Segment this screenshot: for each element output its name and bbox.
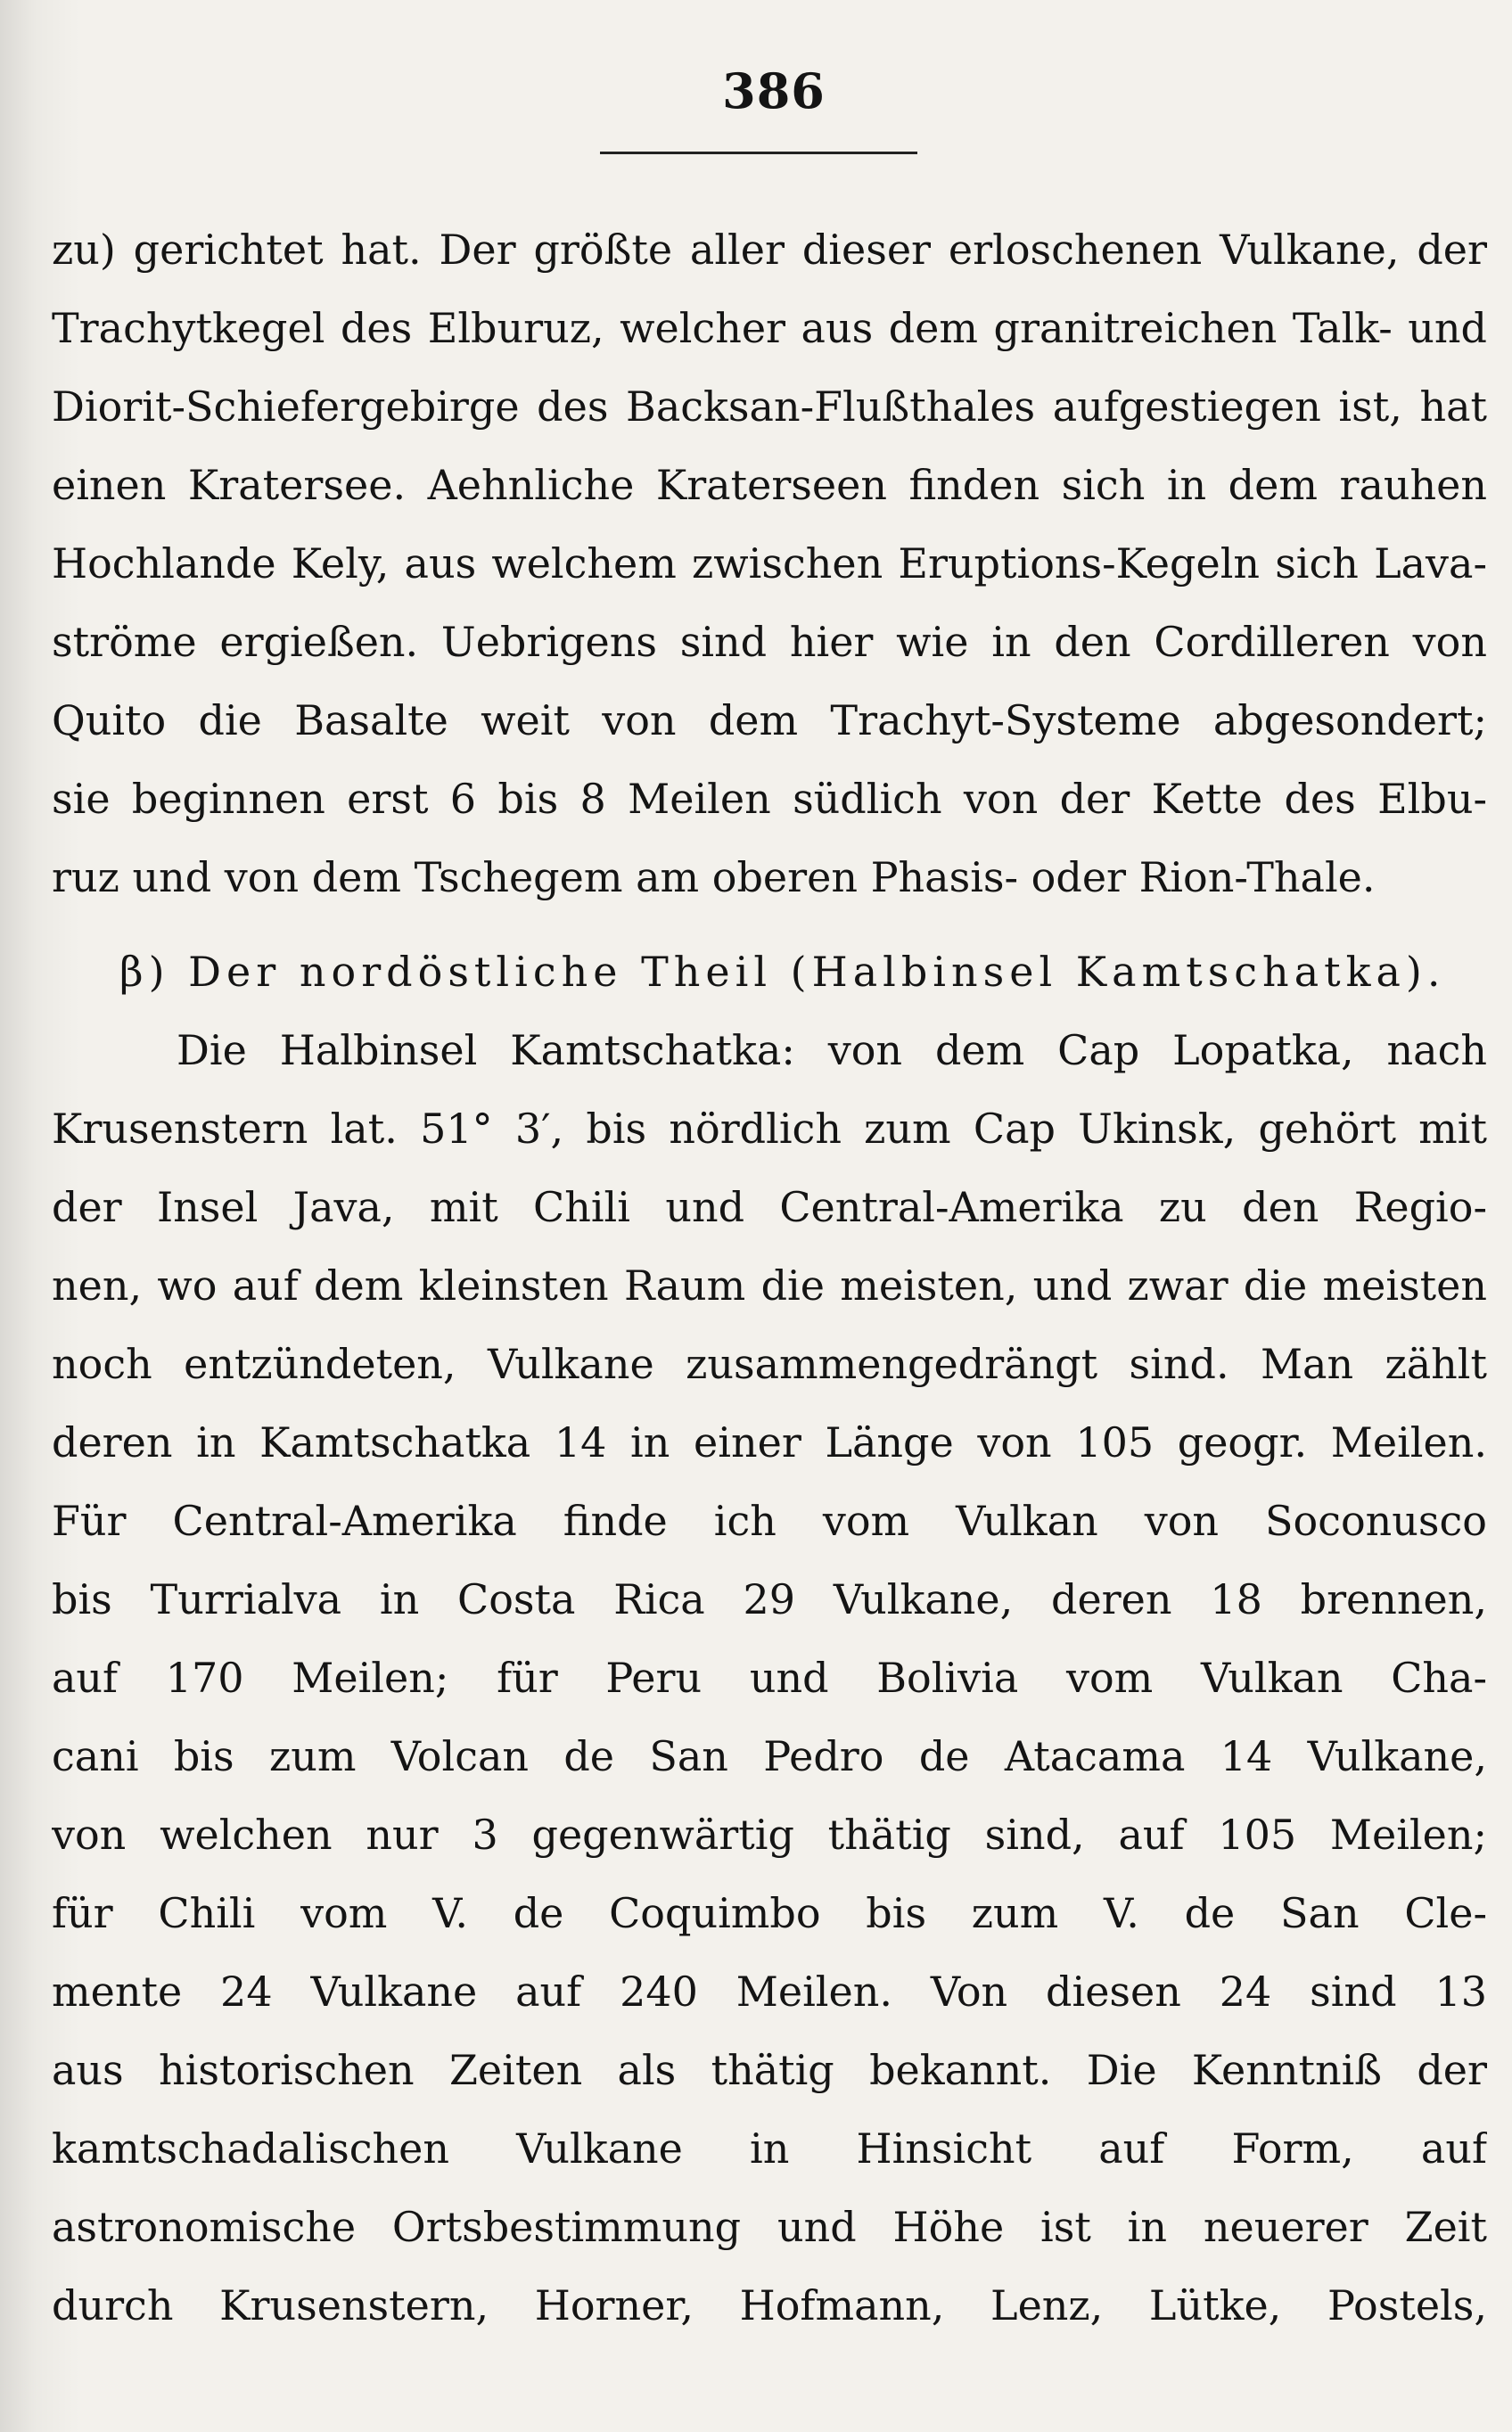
text-line: durch Krusenstern, Horner, Hofmann, Lenz, Lütke, Postels,	[52, 2281, 1487, 2329]
page-number: 386	[722, 62, 826, 119]
header-rule	[600, 152, 917, 154]
text-line: astronomische Ortsbestimmung und Höhe ist in neuerer Zeit	[52, 2203, 1487, 2251]
text-line: cani bis zum Volcan de San Pedro de Atacama 14 Vulkane,	[52, 1732, 1487, 1780]
text-line: auf 170 Meilen; für Peru und Bolivia vom Vulkan Cha-	[52, 1654, 1487, 1702]
text-line: Diorit-Schiefergebirge des Backsan-Flußthales aufgestiegen ist, hat	[52, 382, 1487, 431]
text-line: Hochlande Kely, aus welchem zwischen Eruptions-Kegeln sich Lava-	[52, 539, 1487, 587]
text-line: zu) gerichtet hat. Der größte aller dieser erloschenen Vulkane, der	[52, 226, 1487, 274]
text-line: der Insel Java, mit Chili und Central-Amerika zu den Regio-	[52, 1183, 1487, 1231]
text-line: mente 24 Vulkane auf 240 Meilen. Von diesen 24 sind 13	[52, 1968, 1487, 2016]
text-line: ströme ergießen. Uebrigens sind hier wie in den Cordilleren von	[52, 618, 1487, 666]
text-line: bis Turrialva in Costa Rica 29 Vulkane, deren 18 brennen,	[52, 1575, 1487, 1623]
text-line: sie beginnen erst 6 bis 8 Meilen südlich von der Kette des Elbu-	[52, 775, 1487, 823]
text-line: kamtschadalischen Vulkane in Hinsicht auf Form, auf	[52, 2124, 1487, 2173]
text-line: für Chili vom V. de Coquimbo bis zum V. de San Cle-	[52, 1889, 1487, 1937]
text-line: nen, wo auf dem kleinsten Raum die meisten, und zwar die meisten	[52, 1261, 1487, 1310]
text-line: noch entzündeten, Vulkane zusammengedrängt sind. Man zählt	[52, 1340, 1487, 1388]
text-line: Quito die Basalte weit von dem Trachyt-Systeme abgesondert;	[52, 696, 1487, 744]
text-line: aus historischen Zeiten als thätig bekannt. Die Kenntniß der	[52, 2046, 1487, 2094]
text-line: von welchen nur 3 gegenwärtig thätig sind, auf 105 Meilen;	[52, 1811, 1487, 1859]
body-text	[52, 210, 1487, 2345]
text-line: einen Kratersee. Aehnliche Kraterseen finden sich in dem rauhen	[52, 461, 1487, 509]
text-line: Krusenstern lat. 51° 3′, bis nördlich zum Cap Ukinsk, gehört mit	[52, 1105, 1487, 1153]
text-line: ruz und von dem Tschegem am oberen Phasis- oder Rion-Thale.	[52, 853, 1376, 901]
section-heading: β) Der nordöstliche Theil (Halbinsel Kamtschatka).	[119, 948, 1446, 996]
paragraph-first-line: Die Halbinsel Kamtschatka: von dem Cap Lopatka, nach	[177, 1026, 1487, 1074]
text-line: deren in Kamtschatka 14 in einer Länge von 105 geogr. Meilen.	[52, 1418, 1487, 1467]
text-line: Trachytkegel des Elburuz, welcher aus dem granitreichen Talk- und	[52, 304, 1487, 352]
text-line: Für Central-Amerika finde ich vom Vulkan von Soconusco	[52, 1497, 1487, 1545]
